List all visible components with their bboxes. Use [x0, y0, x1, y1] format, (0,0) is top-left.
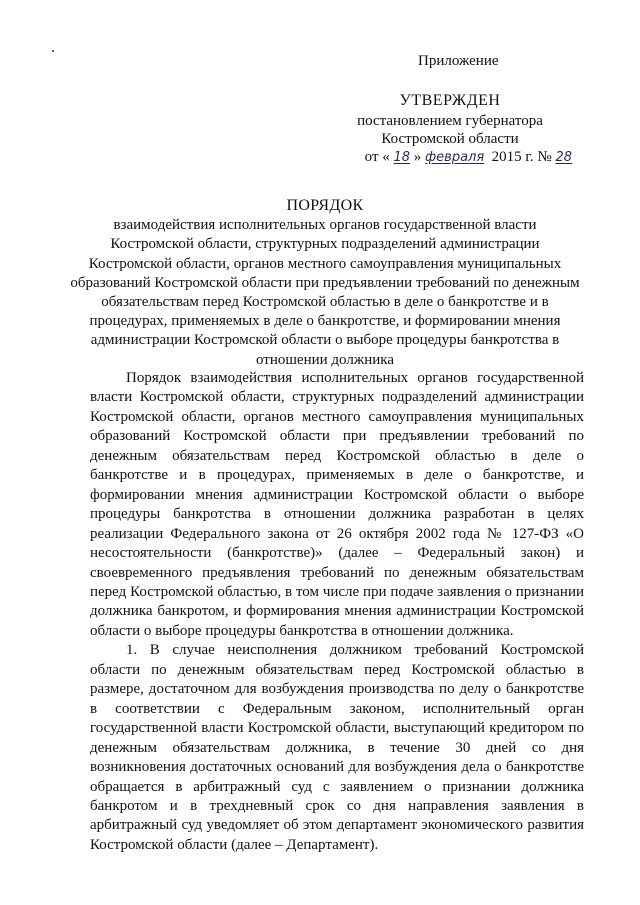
approved-heading: УТВЕРЖДЕН	[399, 92, 501, 109]
approval-line-1: постановлением губернатора	[357, 113, 543, 129]
body-paragraph-intro: Порядок взаимодействия исполнительных органов государственной власти Костромской области, структурных подразделений администрации Костромской области, органов местного самоуправления муниципальных образований Костромской области при предъявлении требований по денежным обязательствам перед Костромской областью в деле о банкротстве и в процедурах, применяемых в деле о банкротстве, и формировании мнения администрации Костромской области о выборе процедуры банкротства в отношении должника разработан в целях реализации Федерального закона от 26 октября 2002 года № 127-ФЗ «О несостоятельности (банкротстве)» (далее – Федеральный закон) и своевременного предъявления требований по денежным обязательствам перед Костромской областью, в том числе при подаче заявления о признании должника банкротом, и формирования мнения администрации Костромской области о выборе процедуры банкротства в отношении должника.	[90, 370, 584, 639]
approval-stamp	[320, 92, 580, 167]
body-paragraph-1: 1. В случае неисполнения должником требований Костромской области по денежным обязательствам перед Костромской областью в размере, достаточном для возбуждения производства по делу о банкротстве в соответствии с Федеральным законом, исполнительный орган государственной власти Костромской области, выступающий кредитором по денежным обязательствам должника, в течение 30 дней со дня возникновения достаточных оснований для возбуждения дела о банкротстве обращается в арбитражный суд с заявлением о признании должника банкротом и в трехдневный срок со дня направления заявления в арбитражный суд уведомляет об этом департамент экономического развития Костромской области (далее – Департамент).	[90, 642, 584, 853]
handwritten-number: 28	[555, 150, 572, 165]
approval-line-2: Костромской области	[381, 131, 519, 147]
document-subtitle: взаимодействия исполнительных органов государственной власти Костромской области, структурных подразделений администрации Костромской области, органов местного самоуправления муниципальных образований Костромской области при предъявлении требований по денежным обязательствам перед Костромской областью в деле о банкротстве и в процедурах, применяемых в деле о банкротстве, и формировании мнения администрации Костромской области о выборе процедуры банкротства в отношении должника	[70, 217, 580, 368]
document-title: ПОРЯДОК	[286, 197, 364, 214]
document-title-block	[70, 196, 580, 370]
approval-date-line	[320, 148, 580, 167]
handwritten-month: февраля	[425, 150, 485, 165]
year-number-label: 2015 г. №	[491, 149, 552, 165]
handwritten-day: 18	[393, 150, 411, 165]
scan-speck	[52, 50, 54, 52]
document-body	[90, 369, 584, 855]
date-mid: »	[413, 149, 422, 165]
date-prefix: от «	[364, 149, 390, 165]
attachment-label: Приложение	[418, 53, 499, 69]
